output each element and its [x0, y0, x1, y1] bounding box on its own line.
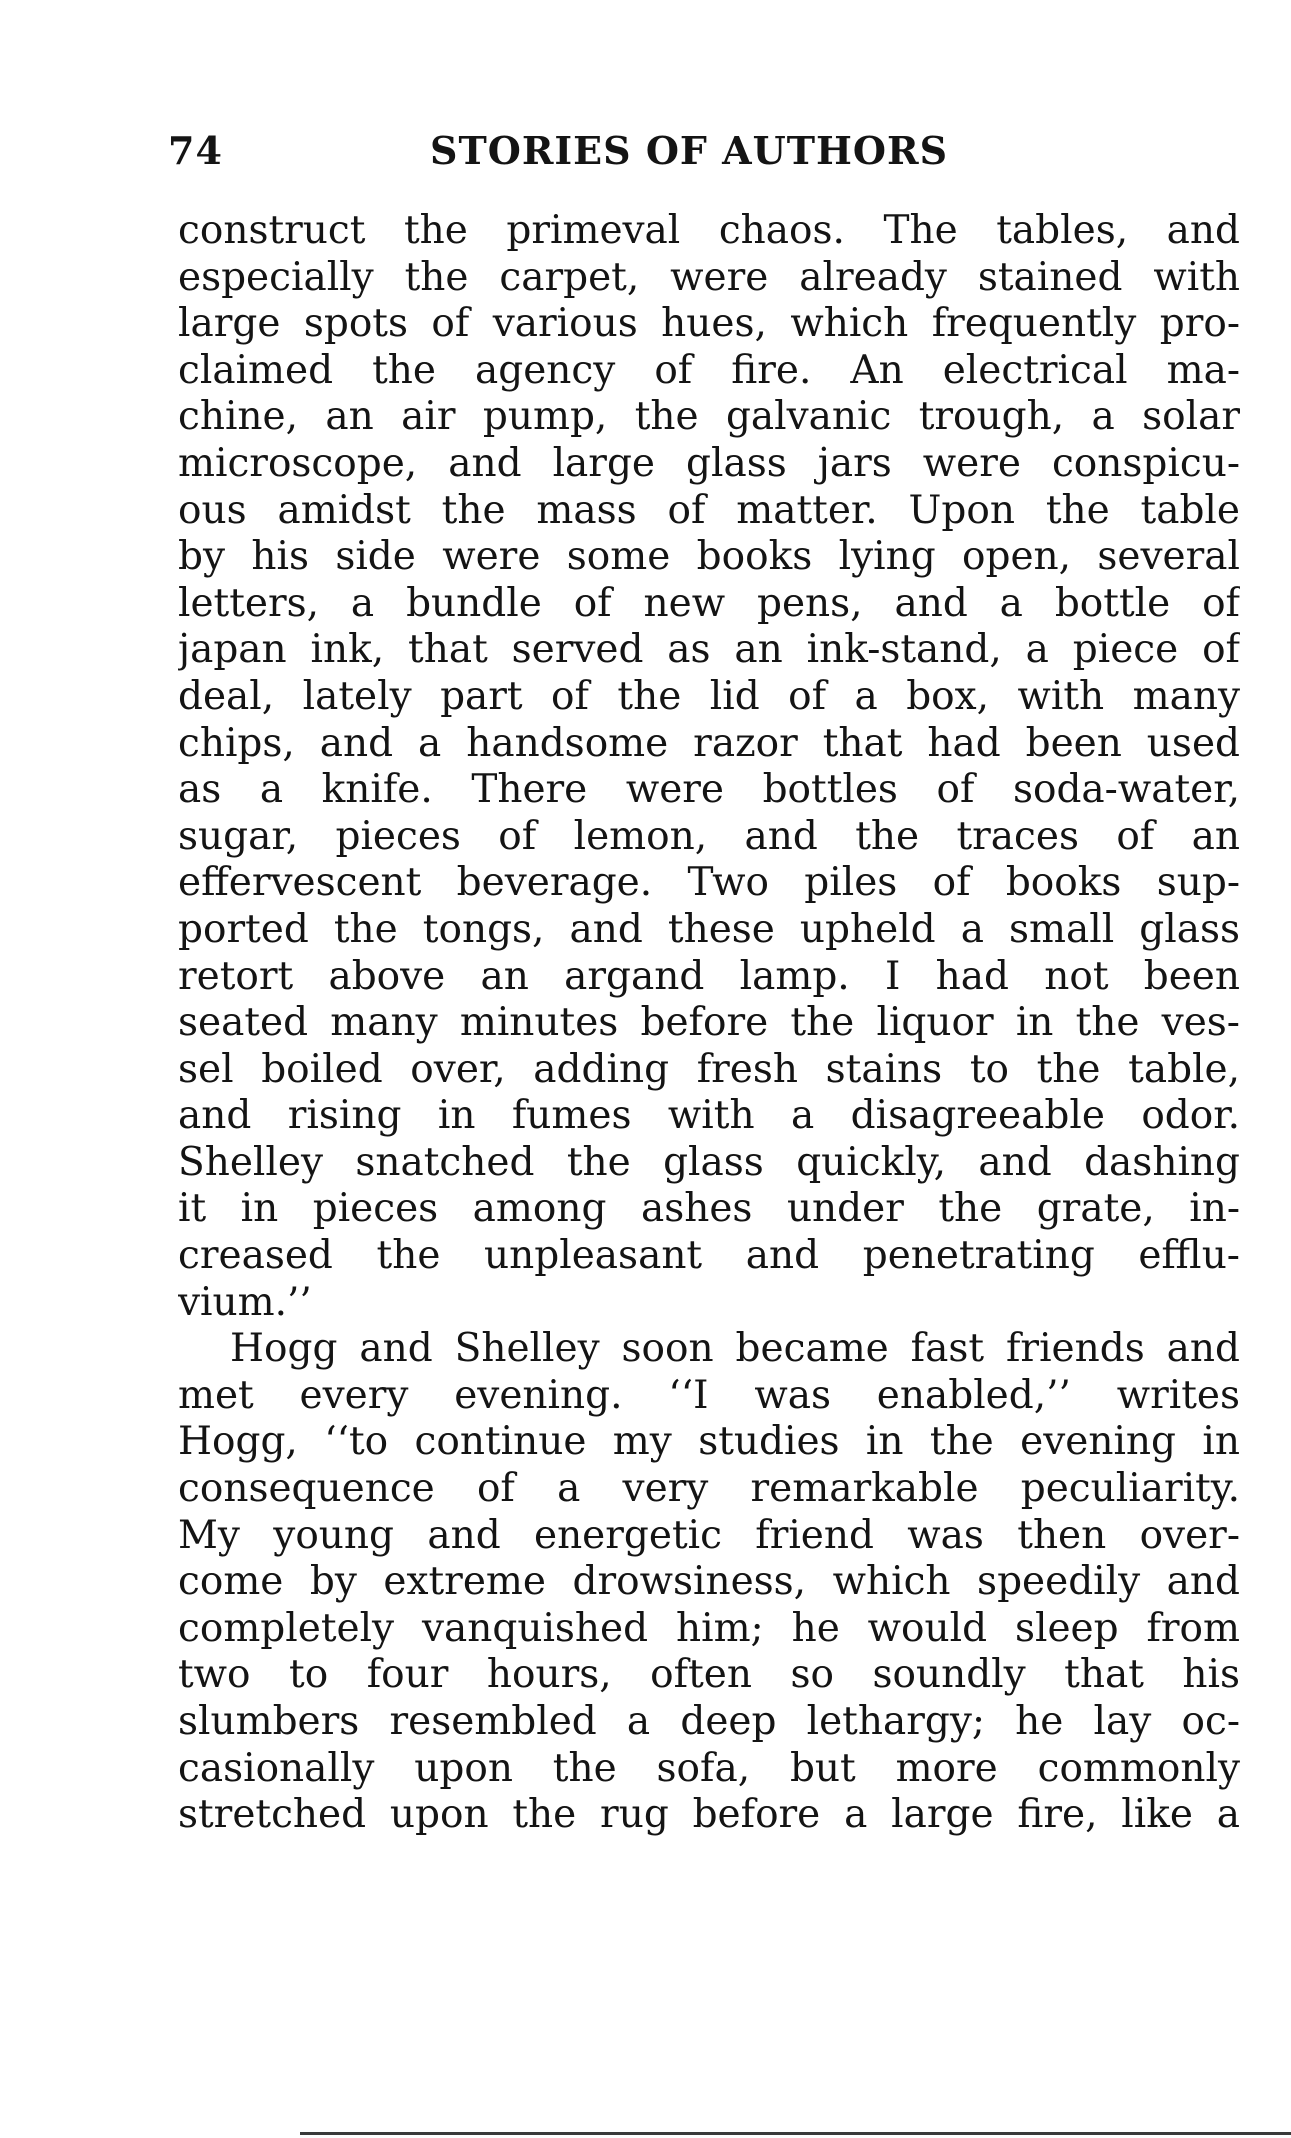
text-line: Shelley snatched the glass quickly, and dashing	[178, 1139, 1240, 1185]
text-line: chine, an air pump, the galvanic trough, a solar	[178, 394, 1240, 440]
text-line: japan ink, that served as an ink-stand, a piece of	[178, 627, 1240, 673]
text-line: met every evening. ‘‘I was enabled,’’ writes	[178, 1372, 1240, 1418]
text-line: large spots of various hues, which frequently pro-	[178, 301, 1240, 347]
text-line: chips, and a handsome razor that had been used	[178, 720, 1240, 766]
text-line: and rising in fumes with a disagreeable odor.	[178, 1093, 1240, 1139]
text-line: ported the tongs, and these upheld a small glass	[178, 906, 1240, 952]
text-line: especially the carpet, were already stained with	[178, 254, 1240, 300]
text-line: stretched upon the rug before a large fire, like a	[178, 1792, 1240, 1838]
text-line: sugar, pieces of lemon, and the traces of an	[178, 813, 1240, 859]
text-line: Hogg and Shelley soon became fast friends and	[230, 1326, 1240, 1372]
paragraph-1	[178, 208, 1240, 1326]
text-line: vium.’’	[178, 1279, 312, 1325]
page-number: 74	[168, 128, 223, 173]
text-line: slumbers resembled a deep lethargy; he lay oc-	[178, 1699, 1240, 1744]
running-title: STORIES OF AUTHORS	[430, 128, 949, 173]
text-line: seated many minutes before the liquor in the ves-	[178, 1000, 1240, 1046]
text-line: sel boiled over, adding fresh stains to the table,	[178, 1046, 1240, 1092]
text-line: construct the primeval chaos. The tables, and	[178, 208, 1240, 253]
running-head	[168, 128, 1248, 188]
text-line: it in pieces among ashes under the grate, in-	[178, 1186, 1240, 1232]
text-line: creased the unpleasant and penetrating efflu-	[178, 1233, 1240, 1279]
text-line: claimed the agency of fire. An electrical ma-	[178, 347, 1240, 393]
text-line: two to four hours, often so soundly that his	[178, 1652, 1240, 1698]
text-line: consequence of a very remarkable peculiarity.	[178, 1466, 1240, 1512]
paragraph-2	[178, 1326, 1240, 1839]
text-line: My young and energetic friend was then over-	[178, 1512, 1240, 1558]
text-line: casionally upon the sofa, but more commonly	[178, 1745, 1240, 1791]
text-line: letters, a bundle of new pens, and a bottle of	[178, 580, 1240, 626]
text-line: retort above an argand lamp. I had not been	[178, 953, 1240, 999]
text-line: completely vanquished him; he would sleep from	[178, 1605, 1240, 1651]
text-line: come by extreme drowsiness, which speedily and	[178, 1559, 1240, 1605]
text-line: deal, lately part of the lid of a box, with many	[178, 673, 1240, 719]
text-line: microscope, and large glass jars were conspicu-	[178, 440, 1240, 486]
text-line: effervescent beverage. Two piles of books sup-	[178, 860, 1240, 906]
text-line: ous amidst the mass of matter. Upon the table	[178, 487, 1240, 533]
text-line: by his side were some books lying open, several	[178, 534, 1240, 580]
body-text	[178, 208, 1240, 1839]
page-edge-rule	[300, 2132, 1291, 2135]
text-line: Hogg, ‘‘to continue my studies in the evening in	[178, 1419, 1240, 1465]
text-line: as a knife. There were bottles of soda-water,	[178, 767, 1240, 813]
